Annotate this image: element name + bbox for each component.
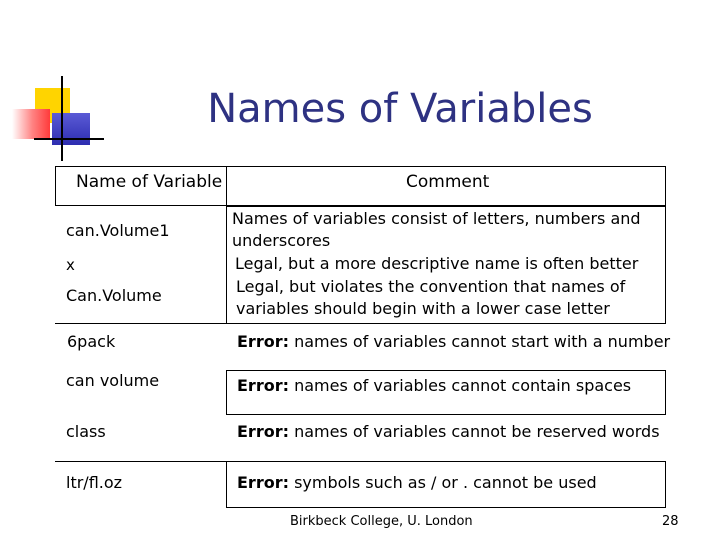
variable-name: can.Volume1 bbox=[66, 221, 170, 240]
variable-name: class bbox=[66, 422, 106, 441]
variable-name: x bbox=[66, 256, 75, 274]
error-text: names of variables cannot be reserved words bbox=[289, 422, 660, 441]
footer-page-number: 28 bbox=[662, 514, 679, 529]
comment-line: underscores bbox=[232, 231, 331, 250]
logo-red-square bbox=[12, 109, 50, 139]
variable-name: can volume bbox=[66, 371, 160, 390]
error-comment bbox=[237, 332, 670, 351]
error-label: Error: bbox=[237, 422, 289, 441]
slide-title: Names of Variables bbox=[207, 86, 593, 132]
logo-blue-square bbox=[52, 113, 90, 145]
error-text: names of variables cannot contain spaces bbox=[289, 376, 632, 395]
error-comment bbox=[237, 473, 597, 492]
comment-line: Legal, but a more descriptive name is often better bbox=[235, 254, 639, 273]
error-text: names of variables cannot start with a number bbox=[289, 332, 671, 351]
error-comment bbox=[237, 376, 631, 395]
row-divider bbox=[55, 461, 227, 462]
comment-line: Legal, but violates the convention that names of bbox=[236, 277, 626, 296]
row-divider bbox=[55, 323, 227, 324]
error-label: Error: bbox=[237, 332, 289, 351]
header-comment: Comment bbox=[406, 172, 490, 192]
footer-institution: Birkbeck College, U. London bbox=[290, 514, 473, 529]
comment-line: Names of variables consist of letters, numbers and bbox=[232, 209, 641, 228]
error-text: symbols such as / or . cannot be used bbox=[289, 473, 597, 492]
logo-vertical-line bbox=[61, 76, 63, 161]
header-name-of-variable: Name of Variable bbox=[76, 172, 223, 192]
decorative-logo bbox=[8, 76, 103, 161]
variable-name: ltr/fl.oz bbox=[66, 473, 123, 492]
error-label: Error: bbox=[237, 473, 289, 492]
error-comment bbox=[237, 422, 660, 441]
comment-line: variables should begin with a lower case letter bbox=[236, 299, 610, 318]
variable-name: 6pack bbox=[67, 332, 116, 351]
error-label: Error: bbox=[237, 376, 289, 395]
logo-horizontal-line bbox=[34, 138, 104, 140]
variable-name: Can.Volume bbox=[66, 286, 162, 305]
